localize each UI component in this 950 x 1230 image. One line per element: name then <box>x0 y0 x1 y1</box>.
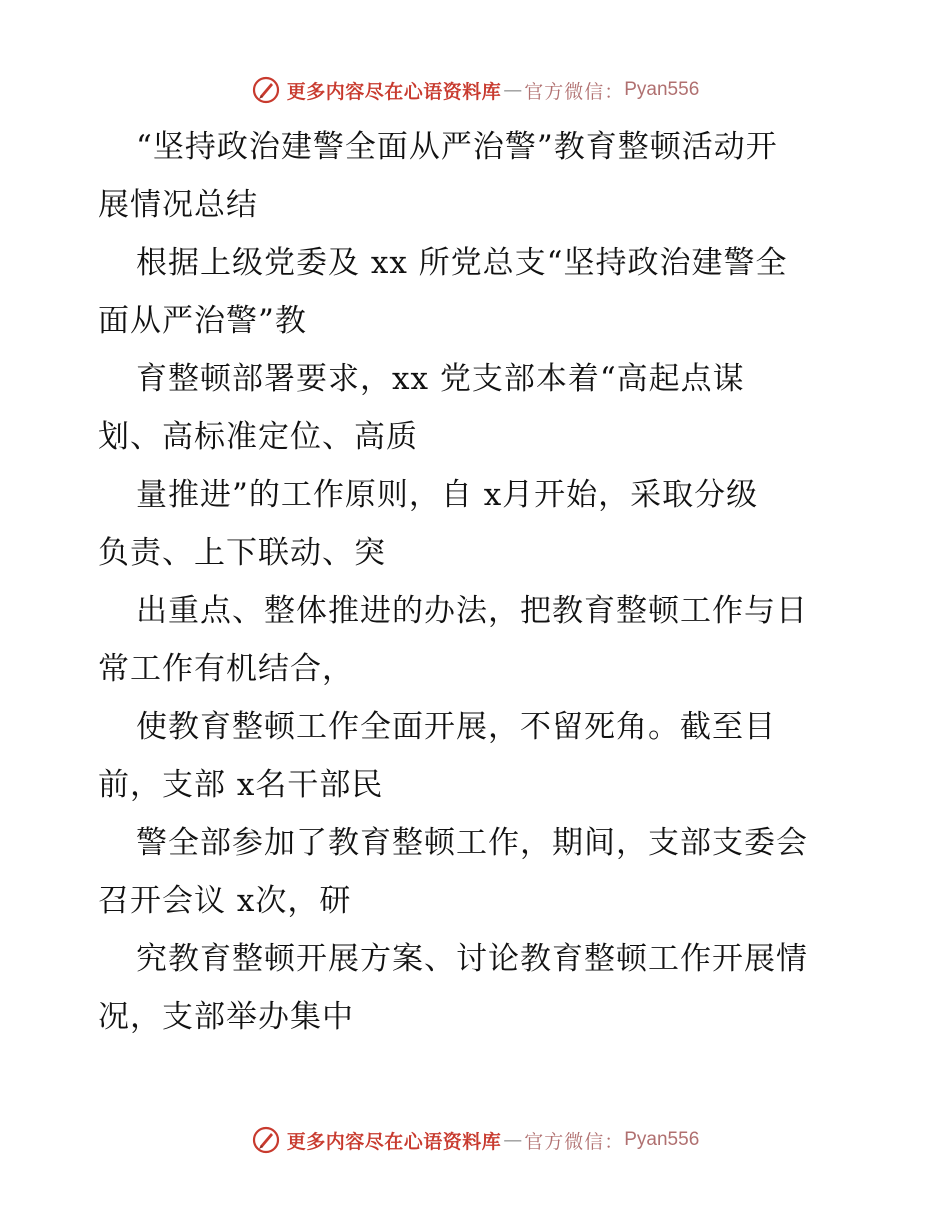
header-wechat-id: Pyan556 <box>624 79 700 100</box>
footer-wechat-id: Pyan556 <box>624 1129 700 1150</box>
document-line: 划、高标准定位、高质 <box>98 419 418 455</box>
document-line: 面从严治警”教 <box>98 303 307 339</box>
document-line: 使教育整顿工作全面开展，不留死角。截至目 <box>136 709 776 745</box>
document-line: 况，支部举办集中 <box>98 999 354 1035</box>
document-line: 根据上级党委及 xx 所党总支“坚持政治建警全 <box>136 245 788 281</box>
header-banner <box>0 70 950 110</box>
footer-brand-text: 更多内容尽在心语资料库 <box>286 1130 502 1153</box>
quill-logo-icon <box>251 1125 281 1155</box>
document-line: 召开会议 x次，研 <box>98 883 352 919</box>
footer-separator: — <box>503 1129 523 1151</box>
document-line: 展情况总结 <box>98 187 258 223</box>
document-line: 量推进”的工作原则，自 x月开始，采取分级 <box>136 477 759 513</box>
document-line: 前，支部 x名干部民 <box>98 767 384 803</box>
document-line: 警全部参加了教育整顿工作，期间，支部支委会 <box>136 825 808 861</box>
document-line: 常工作有机结合， <box>98 651 354 687</box>
document-body <box>98 118 858 1046</box>
document-line: 负责、上下联动、突 <box>98 535 386 571</box>
header-separator: — <box>503 79 523 101</box>
quill-logo-icon <box>251 75 281 105</box>
document-line: 育整顿部署要求，xx 党支部本着“高起点谋 <box>136 361 745 397</box>
footer-wechat-label: 官方微信： <box>524 1130 625 1153</box>
header-wechat-label: 官方微信： <box>524 80 625 103</box>
document-line: 出重点、整体推进的办法，把教育整顿工作与日 <box>136 593 808 629</box>
document-line: “坚持政治建警全面从严治警”教育整顿活动开 <box>136 129 778 165</box>
document-line: 究教育整顿开展方案、讨论教育整顿工作开展情 <box>136 941 808 977</box>
header-brand-text: 更多内容尽在心语资料库 <box>286 80 502 103</box>
footer-banner <box>0 1120 950 1160</box>
